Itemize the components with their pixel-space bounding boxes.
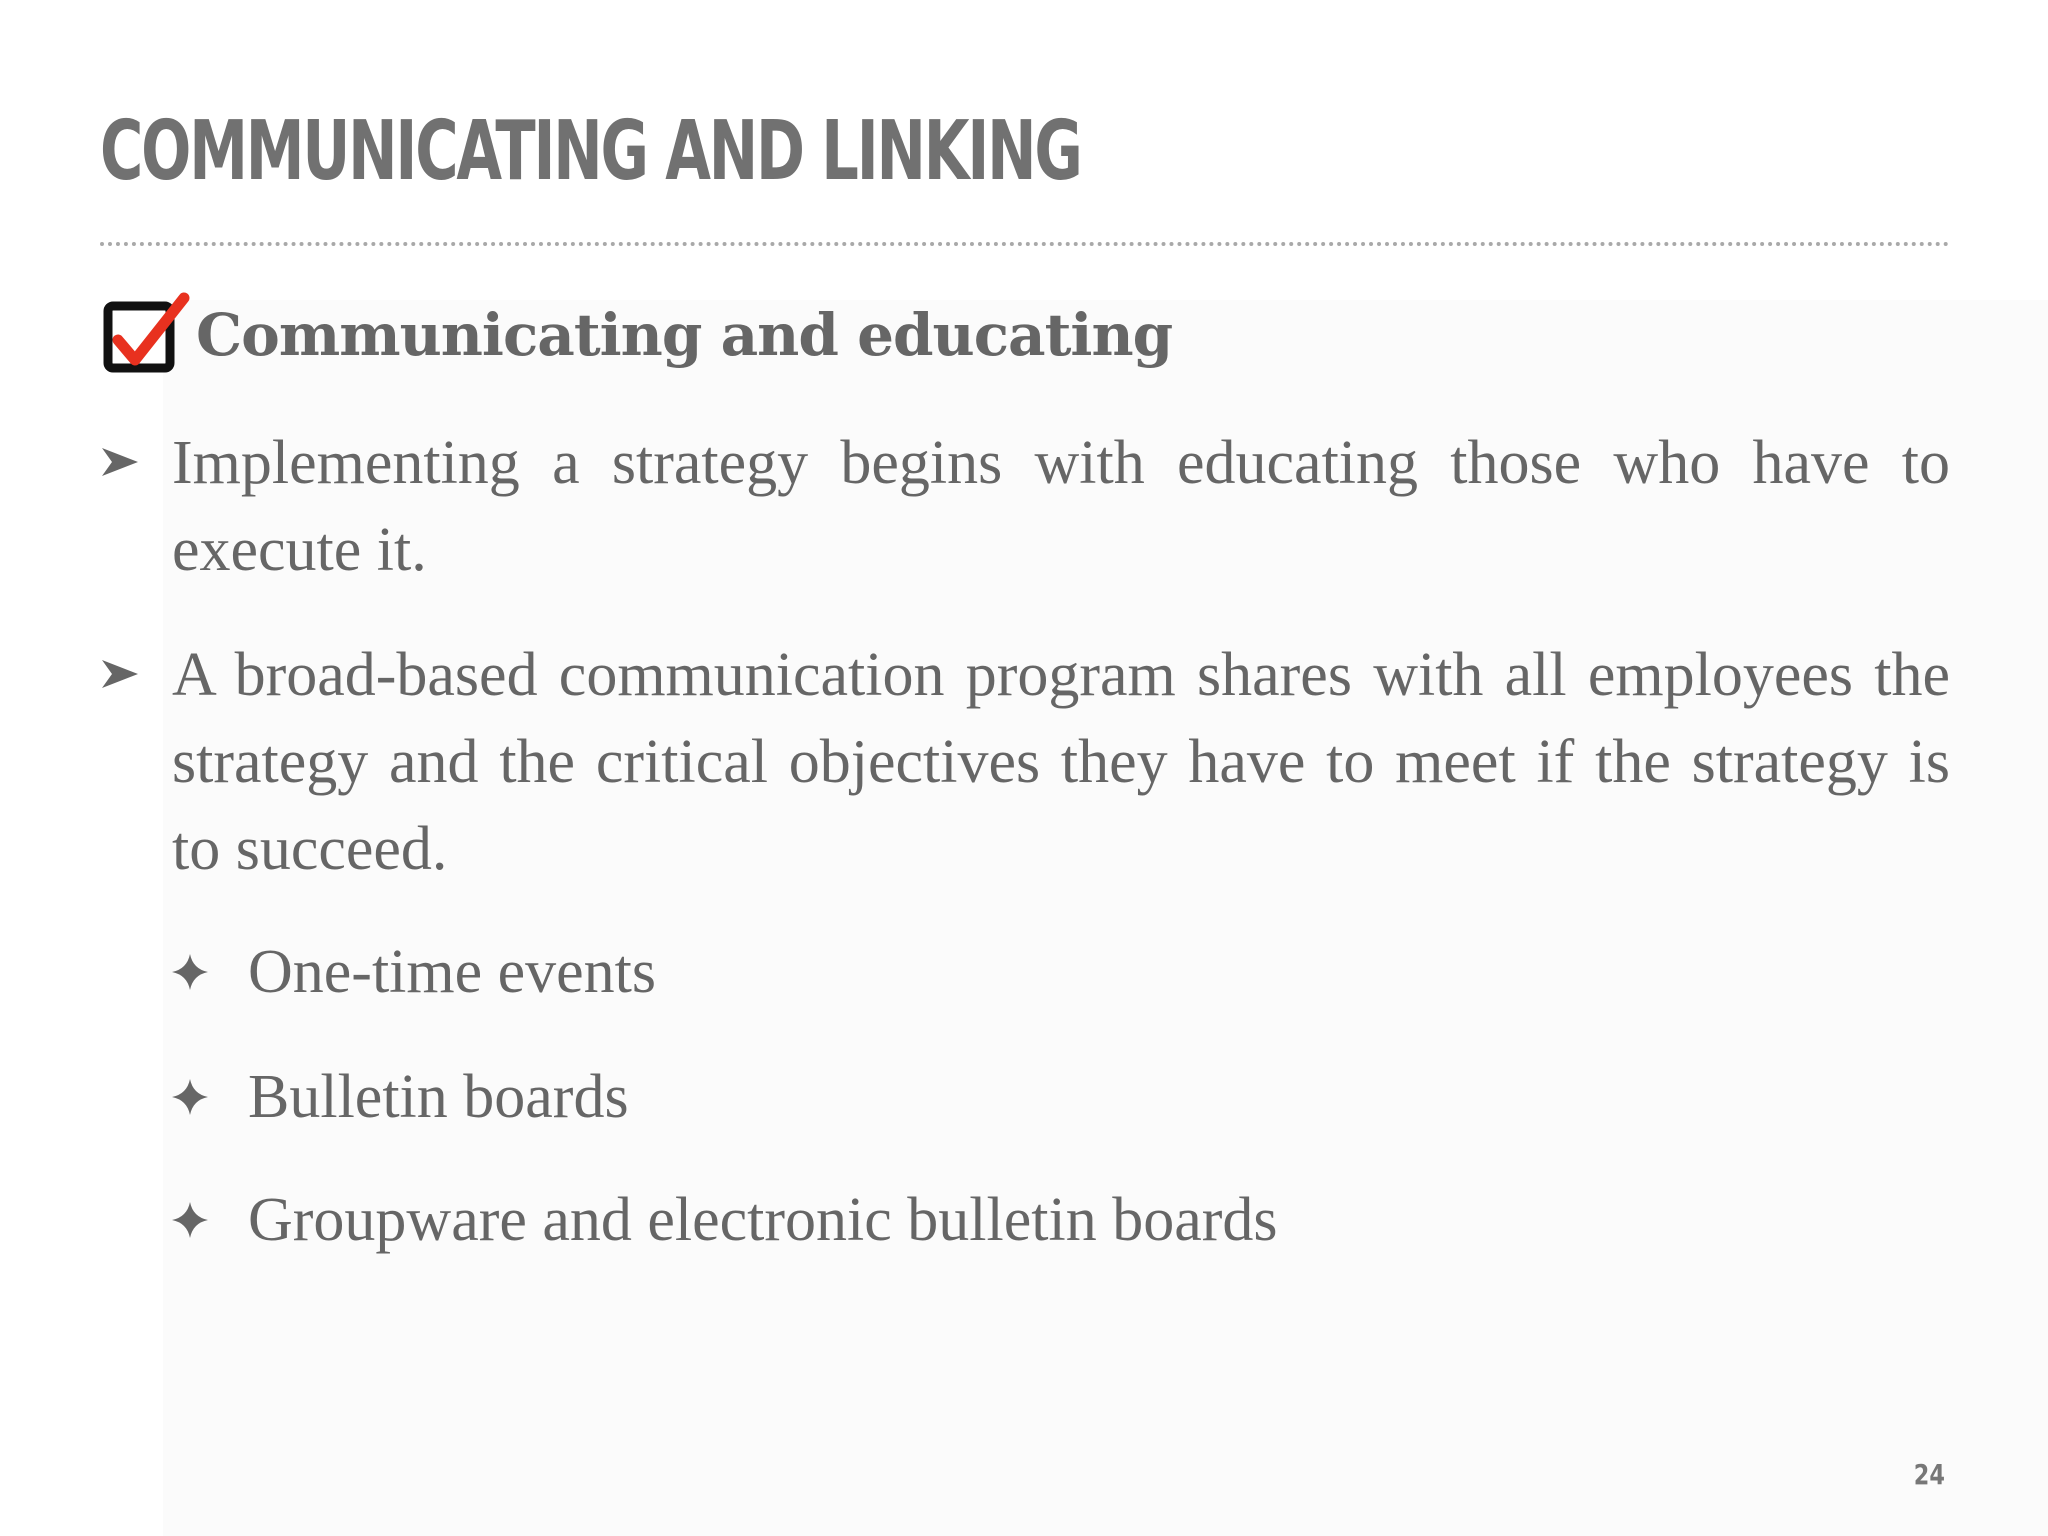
slide-title: COMMUNICATING AND LINKING <box>100 104 1081 199</box>
arrowhead-icon <box>100 442 140 482</box>
section-heading-text: Communicating and educating <box>196 301 1173 369</box>
sub-bullet-item <box>172 1057 629 1137</box>
bullet-text: Implementing a strategy begins with educating those who have to execute it. <box>172 429 1950 584</box>
bullet-text: A broad-based communication program shares with all employees the strategy and the critical objectives they have to meet if the strategy is to succeed. <box>172 641 1950 883</box>
four-point-star-icon <box>172 1079 208 1115</box>
four-point-star-icon <box>172 954 208 990</box>
sub-bullet-item <box>172 1180 1278 1260</box>
arrowhead-icon <box>100 654 140 694</box>
dotted-divider <box>100 242 1950 246</box>
section-heading <box>100 290 1172 380</box>
checkbox-check-icon <box>100 290 190 380</box>
sub-bullet-text: One-time events <box>248 937 657 1006</box>
four-point-star-icon <box>172 1202 208 1238</box>
sub-bullet-item <box>172 932 656 1012</box>
sub-bullet-text: Bulletin boards <box>248 1062 629 1131</box>
page-number: 24 <box>1913 1458 1945 1491</box>
sub-bullet-text: Groupware and electronic bulletin boards <box>248 1185 1278 1254</box>
bullet-item <box>100 420 1950 594</box>
bullet-item <box>100 632 1950 893</box>
